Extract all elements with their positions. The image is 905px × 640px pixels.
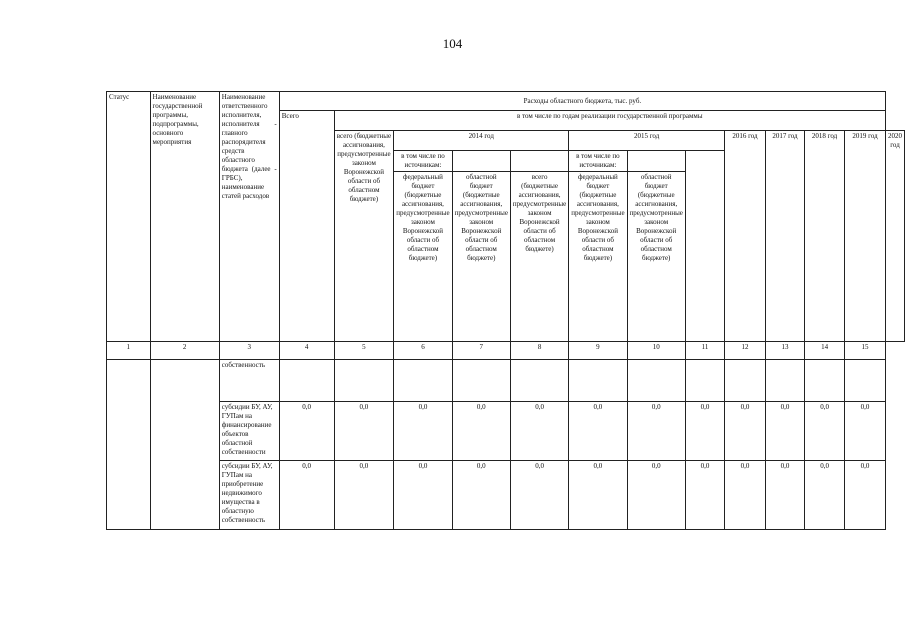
row-label: субсидии БУ, АУ, ГУПам на финансирование объектов областной собственности	[219, 402, 279, 461]
value-cell	[452, 360, 510, 402]
value-cell: 0,0	[805, 402, 845, 461]
row-label: субсидии БУ, АУ, ГУПам на приобретение недвижимого имущества в областную собственность	[219, 461, 279, 530]
header-year-2017: 2017 год	[765, 131, 804, 342]
header-program-name: Наименование государственной программы, подпрограммы, основного мероприятия	[150, 92, 219, 342]
value-cell	[765, 360, 804, 402]
status-cell	[107, 360, 151, 530]
value-cell	[510, 360, 568, 402]
value-cell: 0,0	[685, 461, 724, 530]
column-number: 12	[725, 342, 766, 360]
program-name-cell	[150, 360, 219, 530]
column-number: 8	[510, 342, 568, 360]
header-regional-2015: областной бюджет (бюджетные ассигнования, предусмотренные законом Воронежской области об областном бюджете)	[629, 173, 683, 262]
value-cell: 0,0	[334, 461, 394, 530]
header-by-years: в том числе по годам реализации государственной программы	[334, 111, 885, 131]
value-cell: 0,0	[452, 461, 510, 530]
header-year-2020: 2020 год	[886, 131, 905, 342]
value-cell: 0,0	[569, 461, 627, 530]
value-cell: 0,0	[627, 461, 685, 530]
header-year-2018: 2018 год	[805, 131, 845, 342]
table-row	[107, 360, 905, 402]
column-number: 9	[569, 342, 627, 360]
value-cell: 0,0	[452, 402, 510, 461]
header-executor: Наименование ответственного исполнителя, исполнителя - главного распорядителя средств областного бюджета (далее - ГРБС), наименование статей расходов	[219, 92, 279, 342]
value-cell: 0,0	[845, 402, 886, 461]
value-cell: 0,0	[685, 402, 724, 461]
header-by-sources-2014: в том числе по источникам:	[394, 151, 451, 172]
header-total: Всего	[279, 111, 334, 342]
value-cell: 0,0	[394, 461, 452, 530]
column-number: 4	[279, 342, 334, 360]
table-row	[107, 461, 905, 530]
value-cell: 0,0	[805, 461, 845, 530]
column-number: 2	[150, 342, 219, 360]
page-number: 104	[442, 36, 463, 51]
value-cell	[569, 360, 627, 402]
column-numbers-row	[107, 342, 905, 360]
row-label: собственность	[219, 360, 279, 402]
column-number: 1	[107, 342, 151, 360]
column-number: 7	[452, 342, 510, 360]
header-2015-federal-block	[569, 151, 627, 342]
header-status: Статус	[107, 92, 151, 342]
value-cell: 0,0	[510, 402, 568, 461]
value-cell: 0,0	[394, 402, 452, 461]
value-cell: 0,0	[279, 402, 334, 461]
value-cell: 0,0	[569, 402, 627, 461]
header-sources-2015-continuation	[628, 151, 685, 172]
column-number: 3	[219, 342, 279, 360]
header-2015-tail-cell	[685, 151, 724, 342]
value-cell: 0,0	[725, 461, 766, 530]
value-cell: 0,0	[765, 402, 804, 461]
value-cell: 0,0	[845, 461, 886, 530]
column-number: 13	[765, 342, 804, 360]
value-cell	[725, 360, 766, 402]
header-2015-total-block	[510, 151, 568, 342]
value-cell: 0,0	[334, 402, 394, 461]
table-row	[107, 402, 905, 461]
value-cell: 0,0	[765, 461, 804, 530]
value-cell: 0,0	[627, 402, 685, 461]
value-cell: 0,0	[279, 461, 334, 530]
column-number: 15	[845, 342, 886, 360]
header-regional-2014: областной бюджет (бюджетные ассигнования, предусмотренные законом Воронежской области об областном бюджете)	[454, 173, 508, 262]
header-total-2015: всего (бюджетные ассигнования, предусмотренные законом Воронежской области об областном бюджете)	[512, 173, 567, 253]
header-2015-regional-block	[627, 151, 685, 342]
column-number: 10	[627, 342, 685, 360]
header-year-2015: 2015 год	[569, 131, 725, 151]
value-cell: 0,0	[725, 402, 766, 461]
value-cell	[279, 360, 334, 402]
value-cell	[334, 360, 394, 402]
header-year-2019: 2019 год	[845, 131, 886, 342]
header-total-planned: всего (бюджетные ассигнования, предусмотренные законом Воронежской области об областном бюджете)	[334, 131, 394, 342]
header-federal-2014: федеральный бюджет (бюджетные ассигнования, предусмотренные законом Воронежской области об областном бюджете)	[396, 173, 450, 262]
column-number: 5	[334, 342, 394, 360]
column-number: 11	[685, 342, 724, 360]
value-cell	[394, 360, 452, 402]
value-cell: 0,0	[510, 461, 568, 530]
header-2014-sources-block	[394, 151, 452, 342]
header-year-2016: 2016 год	[725, 131, 766, 342]
header-year-2014: 2014 год	[394, 131, 569, 151]
header-expenses-title: Расходы областного бюджета, тыс. руб.	[279, 92, 885, 111]
header-by-sources-2015: в том числе по источникам:	[569, 151, 626, 172]
value-cell	[805, 360, 845, 402]
column-number: 6	[394, 342, 452, 360]
value-cell	[627, 360, 685, 402]
header-sources-2014-continuation	[453, 151, 510, 172]
column-number: 14	[805, 342, 845, 360]
value-cell	[685, 360, 724, 402]
value-cell	[845, 360, 886, 402]
header-federal-2015: федеральный бюджет (бюджетные ассигнования, предусмотренные законом Воронежской области об областном бюджете)	[571, 173, 625, 262]
header-2014-regional-block	[452, 151, 510, 342]
header-2015-spacer	[511, 151, 568, 172]
budget-table	[106, 91, 905, 530]
